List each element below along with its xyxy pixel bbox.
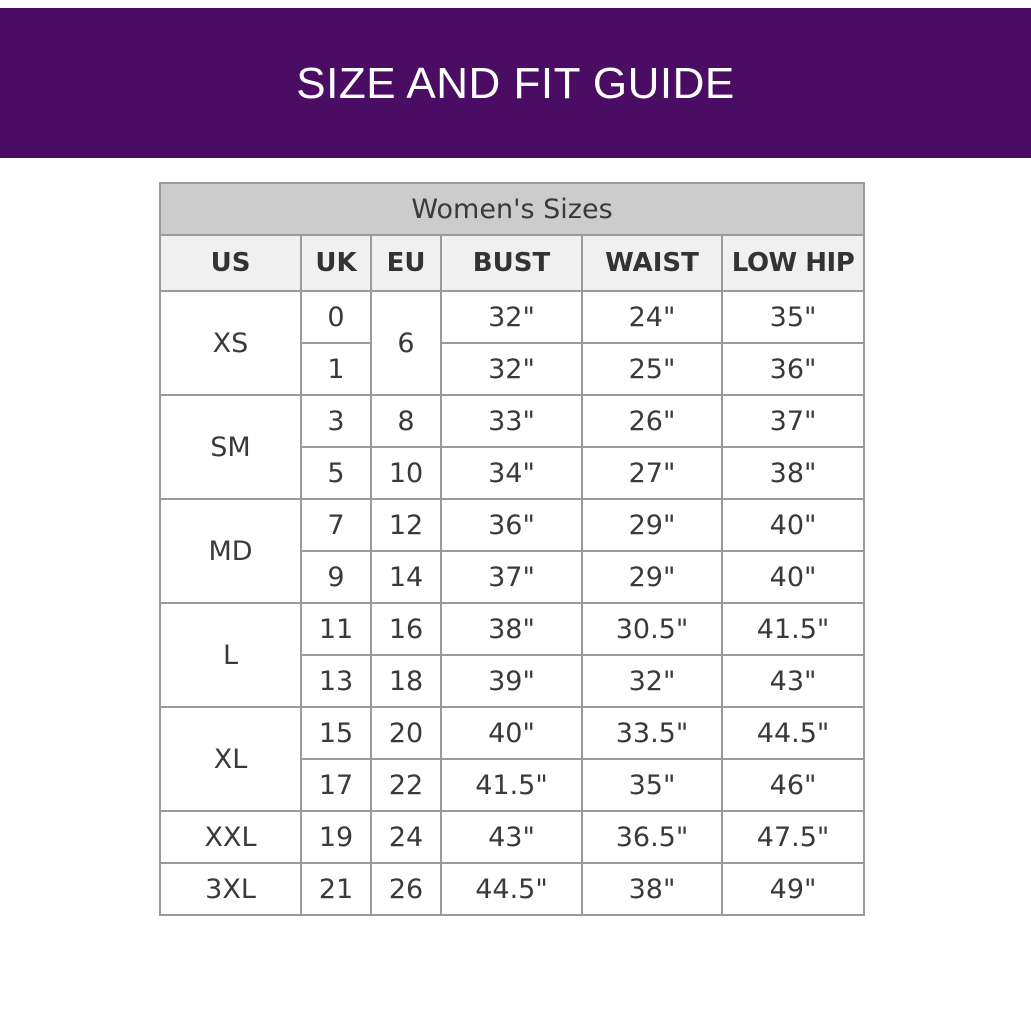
waist-cell: 25": [582, 343, 722, 395]
low-hip-cell: 44.5": [722, 707, 864, 759]
header-banner: [0, 8, 1031, 158]
table-row: [160, 499, 864, 551]
us-size-cell: XS: [160, 291, 301, 395]
low-hip-cell: 43": [722, 655, 864, 707]
table-row: [160, 291, 864, 343]
eu-size-cell: 14: [371, 551, 441, 603]
column-header-us: US: [160, 235, 301, 291]
table-header-row: [160, 235, 864, 291]
column-header-low-hip: LOW HIP: [722, 235, 864, 291]
us-size-cell: 3XL: [160, 863, 301, 915]
bust-cell: 40": [441, 707, 582, 759]
table-row: [160, 395, 864, 447]
bust-cell: 34": [441, 447, 582, 499]
uk-size-cell: 15: [301, 707, 371, 759]
us-size-cell: SM: [160, 395, 301, 499]
table-row: [160, 603, 864, 655]
waist-cell: 29": [582, 551, 722, 603]
table-row: [160, 863, 864, 915]
uk-size-cell: 1: [301, 343, 371, 395]
waist-cell: 36.5": [582, 811, 722, 863]
bust-cell: 32": [441, 343, 582, 395]
low-hip-cell: 49": [722, 863, 864, 915]
bust-cell: 37": [441, 551, 582, 603]
table-caption: Women's Sizes: [160, 183, 864, 235]
us-size-cell: L: [160, 603, 301, 707]
waist-cell: 32": [582, 655, 722, 707]
uk-size-cell: 11: [301, 603, 371, 655]
eu-size-cell: 10: [371, 447, 441, 499]
low-hip-cell: 35": [722, 291, 864, 343]
waist-cell: 24": [582, 291, 722, 343]
eu-size-cell: 20: [371, 707, 441, 759]
bust-cell: 38": [441, 603, 582, 655]
low-hip-cell: 36": [722, 343, 864, 395]
column-header-bust: BUST: [441, 235, 582, 291]
waist-cell: 29": [582, 499, 722, 551]
uk-size-cell: 5: [301, 447, 371, 499]
uk-size-cell: 3: [301, 395, 371, 447]
eu-size-cell: 22: [371, 759, 441, 811]
waist-cell: 38": [582, 863, 722, 915]
bust-cell: 39": [441, 655, 582, 707]
us-size-cell: MD: [160, 499, 301, 603]
table-row: [160, 707, 864, 759]
low-hip-cell: 40": [722, 499, 864, 551]
eu-size-cell: 16: [371, 603, 441, 655]
bust-cell: 41.5": [441, 759, 582, 811]
us-size-cell: XXL: [160, 811, 301, 863]
uk-size-cell: 13: [301, 655, 371, 707]
low-hip-cell: 38": [722, 447, 864, 499]
us-size-cell: XL: [160, 707, 301, 811]
page-title: SIZE AND FIT GUIDE: [296, 59, 735, 108]
column-header-waist: WAIST: [582, 235, 722, 291]
bust-cell: 44.5": [441, 863, 582, 915]
low-hip-cell: 37": [722, 395, 864, 447]
eu-size-cell: 6: [371, 291, 441, 395]
waist-cell: 30.5": [582, 603, 722, 655]
low-hip-cell: 40": [722, 551, 864, 603]
eu-size-cell: 26: [371, 863, 441, 915]
low-hip-cell: 46": [722, 759, 864, 811]
eu-size-cell: 12: [371, 499, 441, 551]
uk-size-cell: 0: [301, 291, 371, 343]
waist-cell: 35": [582, 759, 722, 811]
bust-cell: 36": [441, 499, 582, 551]
eu-size-cell: 8: [371, 395, 441, 447]
waist-cell: 33.5": [582, 707, 722, 759]
uk-size-cell: 21: [301, 863, 371, 915]
column-header-uk: UK: [301, 235, 371, 291]
low-hip-cell: 41.5": [722, 603, 864, 655]
uk-size-cell: 17: [301, 759, 371, 811]
column-header-eu: EU: [371, 235, 441, 291]
waist-cell: 27": [582, 447, 722, 499]
size-chart-table: [159, 182, 865, 916]
waist-cell: 26": [582, 395, 722, 447]
bust-cell: 32": [441, 291, 582, 343]
eu-size-cell: 24: [371, 811, 441, 863]
eu-size-cell: 18: [371, 655, 441, 707]
uk-size-cell: 9: [301, 551, 371, 603]
table-row: [160, 811, 864, 863]
uk-size-cell: 7: [301, 499, 371, 551]
bust-cell: 43": [441, 811, 582, 863]
low-hip-cell: 47.5": [722, 811, 864, 863]
bust-cell: 33": [441, 395, 582, 447]
uk-size-cell: 19: [301, 811, 371, 863]
